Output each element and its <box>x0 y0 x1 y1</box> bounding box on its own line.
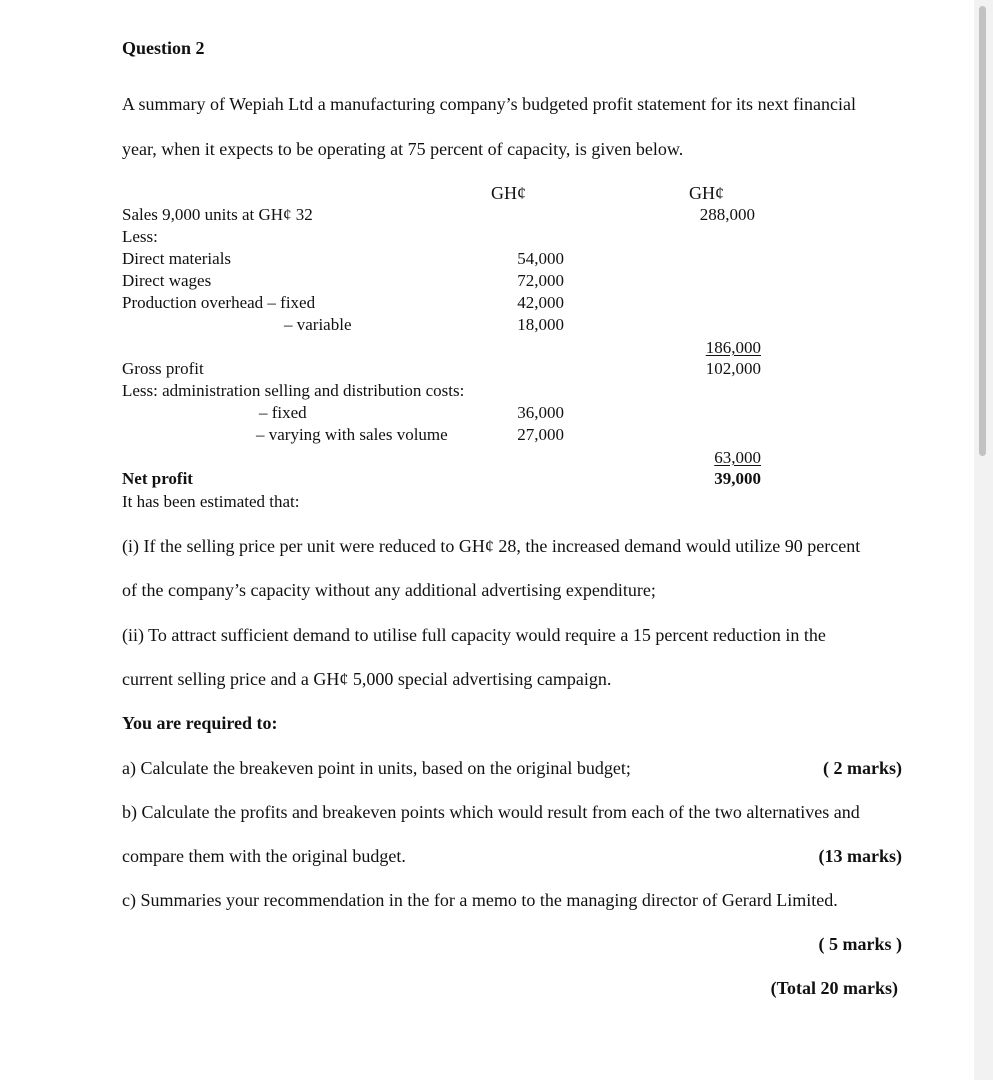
admin-total: 63,000 <box>714 448 761 467</box>
requirement-a-text: a) Calculate the breakeven point in units, based on the original budget; <box>122 758 631 778</box>
admin-varying-value: 27,000 <box>517 425 564 444</box>
sales-value: 288,000 <box>699 205 755 224</box>
net-profit-value: 39,000 <box>714 469 761 488</box>
col2-header: GH¢ <box>689 183 724 203</box>
cost-of-sales-total: 186,000 <box>705 338 761 357</box>
direct-materials-label: Direct materials <box>122 249 232 268</box>
requirement-b-marks: (13 marks) <box>818 846 902 866</box>
net-profit-label: Net profit <box>122 469 193 488</box>
estimates-lead: It has been estimated that: <box>122 492 300 511</box>
gross-profit-value: 102,000 <box>705 359 761 378</box>
estimate-item-2-line-2: current selling price and a GH¢ 5,000 special advertising campaign. <box>122 669 612 689</box>
admin-costs-label: Less: administration selling and distribution costs: <box>122 381 465 400</box>
requirement-b-line-2: compare them with the original budget. <box>122 846 406 866</box>
direct-wages-label: Direct wages <box>122 271 212 290</box>
prod-overhead-fixed-label: Production overhead – fixed <box>122 293 316 312</box>
col1-header: GH¢ <box>491 183 526 203</box>
direct-materials-value: 54,000 <box>517 249 564 268</box>
requirements-heading: You are required to: <box>122 713 278 733</box>
gross-profit-label: Gross profit <box>122 359 204 378</box>
intro-line-1: A summary of Wepiah Ltd a manufacturing company’s budgeted profit statement for its next financial <box>122 94 857 114</box>
direct-wages-value: 72,000 <box>517 271 564 290</box>
admin-fixed-value: 36,000 <box>517 403 564 422</box>
prod-overhead-variable-value: 18,000 <box>517 315 564 334</box>
total-marks: (Total 20 marks) <box>770 978 898 998</box>
requirement-c-marks: ( 5 marks ) <box>818 934 902 954</box>
question-heading: Question 2 <box>122 38 205 58</box>
requirement-c-text: c) Summaries your recommendation in the for a memo to the managing director of Gerard Limited. <box>122 890 838 910</box>
intro-line-2: year, when it expects to be operating at 75 percent of capacity, is given below. <box>122 139 684 159</box>
prod-overhead-fixed-value: 42,000 <box>517 293 564 312</box>
scrollbar-thumb[interactable] <box>979 6 986 456</box>
estimate-item-2-line-1: (ii) To attract sufficient demand to utilise full capacity would require a 15 percent reduction in the <box>122 625 826 645</box>
less-label: Less: <box>122 227 158 246</box>
admin-varying-label: – varying with sales volume <box>256 425 448 444</box>
sales-label: Sales 9,000 units at GH¢ 32 <box>122 205 313 224</box>
requirement-b-line-1: b) Calculate the profits and breakeven points which would result from each of the two alternatives and <box>122 802 860 822</box>
requirement-a-marks: ( 2 marks) <box>823 758 902 778</box>
estimate-item-1-line-2: of the company’s capacity without any additional advertising expenditure; <box>122 580 656 600</box>
admin-fixed-label: – fixed <box>259 403 307 422</box>
estimate-item-1-line-1: (i) If the selling price per unit were reduced to GH¢ 28, the increased demand would utilize 90 percent <box>122 536 861 556</box>
prod-overhead-variable-label: – variable <box>284 315 352 334</box>
